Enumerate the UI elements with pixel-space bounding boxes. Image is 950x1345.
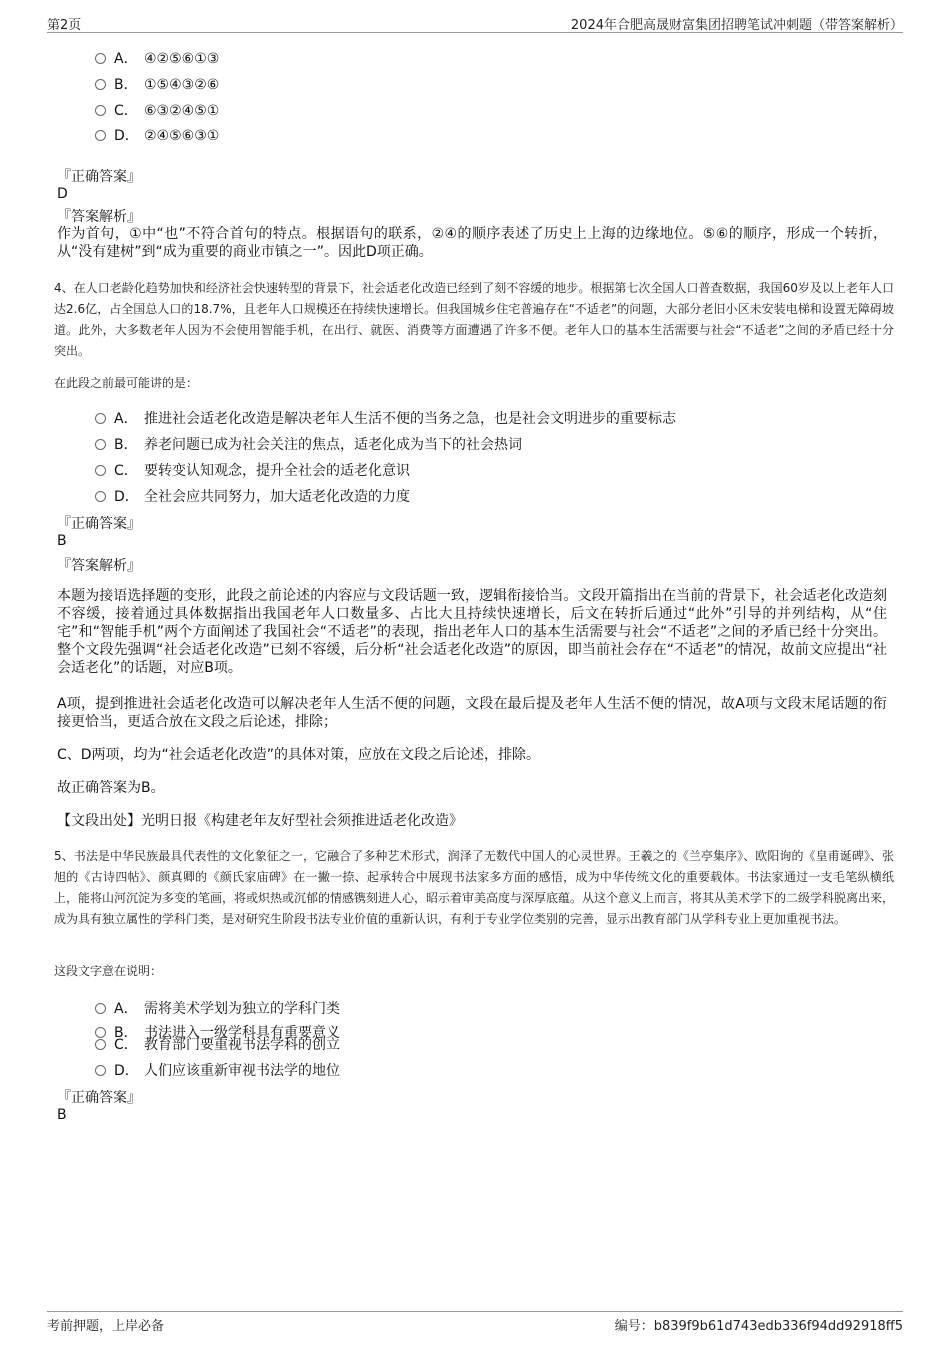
q5-answer: B [57, 1107, 67, 1123]
q5-question: 这段文字意在说明： [54, 964, 163, 978]
q5-option-a[interactable]: A． 需将美术学划为独立的学科门类 [95, 998, 340, 1018]
q4-analysis-paragraph-2: A项，提到推进社会适老化改造可以解决老年人生活不便的问题，文段在最后提及老年人生活不便的情况，故A项与文段末尾话题的衔接更恰当，更适合放在文段之后论述，排除； [57, 696, 887, 730]
page-footer [47, 1311, 903, 1334]
q4-answer-label: 『正确答案』 [57, 516, 141, 532]
radio-icon[interactable] [95, 491, 106, 502]
footer-slogan: 考前押题，上岸必备 [47, 1319, 165, 1334]
q3-option-b[interactable]: B． ①⑤④③②⑥ [95, 74, 219, 94]
radio-icon[interactable] [95, 79, 106, 90]
q4-stem: 4、在人口老龄化趋势加快和经济社会快速转型的背景下，社会适老化改造已经到了刻不容缓的地步。根据第七次全国人口普查数据，我国60岁及以上老年人口达2.6亿，占全国总人口的18.7%，且老年人口规模还在持续快速增长。但我国城乡住宅普遍存在“不适老”的问题，大部分老旧小区未安装电梯和设置无障碍坡道。此外，大多数老年人因为不会使用智能手机，在出行、就医、消费等方面遭遇了许多不便。老年人口的基本生活需要与社会“不适老”之间的矛盾已经十分突出。 [54, 281, 894, 358]
q5-option-b[interactable]: B． 书法进入一级学科具有重要意义 [95, 1022, 340, 1042]
q5-stem: 5、书法是中华民族最具代表性的文化象征之一，它融合了多种艺术形式，润泽了无数代中国人的心灵世界。王羲之的《兰亭集序》、欧阳询的《皇甫诞碑》、张旭的《古诗四帖》、颜真卿的《颜氏家庙碑》在一撇一捺、起承转合中展现书法家多方面的感悟，成为中华传统文化的重要载体。书法家通过一支毛笔纵横纸上，能将山河沉淀为多变的笔画，将或炽热或沉郁的情感镌刻进人心，昭示着审美高度与深厚底蕴。从这个意义上而言，将其从美术学下的二级学科脱离出来，成为具有独立属性的学科门类，是对研究生阶段书法专业价值的重新认识，有利于专业学位类别的完善，显示出教育部门从学科专业上更加重视书法。 [54, 849, 895, 926]
q5-option-d[interactable]: D． 人们应该重新审视书法学的地位 [95, 1060, 340, 1080]
q4-question: 在此段之前最可能讲的是： [54, 376, 199, 390]
q4-option-b[interactable]: B． 养老问题已成为社会关注的焦点，适老化成为当下的社会热词 [95, 434, 522, 454]
page-number: 第2页 [47, 18, 82, 33]
radio-icon[interactable] [95, 105, 106, 116]
q3-option-d[interactable]: D． ②④⑤⑥③① [95, 125, 219, 145]
q4-analysis-paragraph-4: 故正确答案为B。 [57, 780, 165, 796]
radio-icon[interactable] [95, 439, 106, 450]
q3-analysis-label: 『答案解析』 [57, 209, 141, 225]
radio-icon[interactable] [95, 130, 106, 141]
document-code: 编号：b839f9b61d743edb336f94dd92918ff5 [614, 1319, 903, 1334]
q4-analysis-label: 『答案解析』 [57, 558, 141, 574]
q3-analysis: 作为首句，①中“也”不符合首句的特点。根据语句的联系，②④的顺序表述了历史上上海的边缘地位。⑤⑥的顺序，形成一个转折，从“没有建树”到“成为重要的商业市镇之一”。因此D项正确。 [57, 226, 887, 260]
radio-icon[interactable] [95, 413, 106, 424]
q3-answer-label: 『正确答案』 [57, 169, 141, 185]
q5-option-c[interactable]: C． 教育部门要重视书法学科的创立 [95, 1034, 340, 1054]
q4-option-c[interactable]: C． 要转变认知观念，提升全社会的适老化意识 [95, 460, 410, 480]
document-title: 2024年合肥高晟财富集团招聘笔试冲刺题（带答案解析） [570, 18, 903, 33]
page-header [47, 14, 903, 33]
q4-option-d[interactable]: D． 全社会应共同努力，加大适老化改造的力度 [95, 486, 410, 506]
q4-option-a[interactable]: A． 推进社会适老化改造是解决老年人生活不便的当务之急，也是社会文明进步的重要标志 [95, 408, 676, 428]
radio-icon[interactable] [95, 1039, 106, 1050]
q3-answer: D [57, 186, 68, 202]
radio-icon[interactable] [95, 1003, 106, 1014]
radio-icon[interactable] [95, 465, 106, 476]
radio-icon[interactable] [95, 53, 106, 64]
radio-icon[interactable] [95, 1065, 106, 1076]
q4-analysis-paragraph-3: C、D两项，均为“社会适老化改造”的具体对策，应放在文段之后论述，排除。 [57, 747, 541, 763]
q4-analysis-paragraph-1: 本题为接语选择题的变形，此段之前论述的内容应与文段话题一致，逻辑衔接恰当。文段开篇指出在当前的背景下，社会适老化改造刻不容缓，接着通过具体数据指出我国老年人口数量多、占比大且持续快速增长，后文在转折后通过“此外”引导的并列结构，从“住宅”和“智能手机”两个方面阐述了我国社会“不适老”的表现，指出老年人口的基本生活需要与社会“不适老”之间的矛盾已经十分突出。整个文段先强调“社会适老化改造”已刻不容缓，后分析“社会适老化改造”的原因，即当前社会存在“不适老”的情况，故前文应提出“社会适老化”的话题，对应B项。 [57, 588, 887, 676]
q5-answer-label: 『正确答案』 [57, 1090, 141, 1106]
q4-answer: B [57, 533, 67, 549]
q3-option-a[interactable]: A． ④②⑤⑥①③ [95, 48, 219, 68]
q3-option-c[interactable]: C． ⑥③②④⑤① [95, 100, 219, 120]
q4-source: 【文段出处】光明日报《构建老年友好型社会须推进适老化改造》 [57, 813, 463, 829]
